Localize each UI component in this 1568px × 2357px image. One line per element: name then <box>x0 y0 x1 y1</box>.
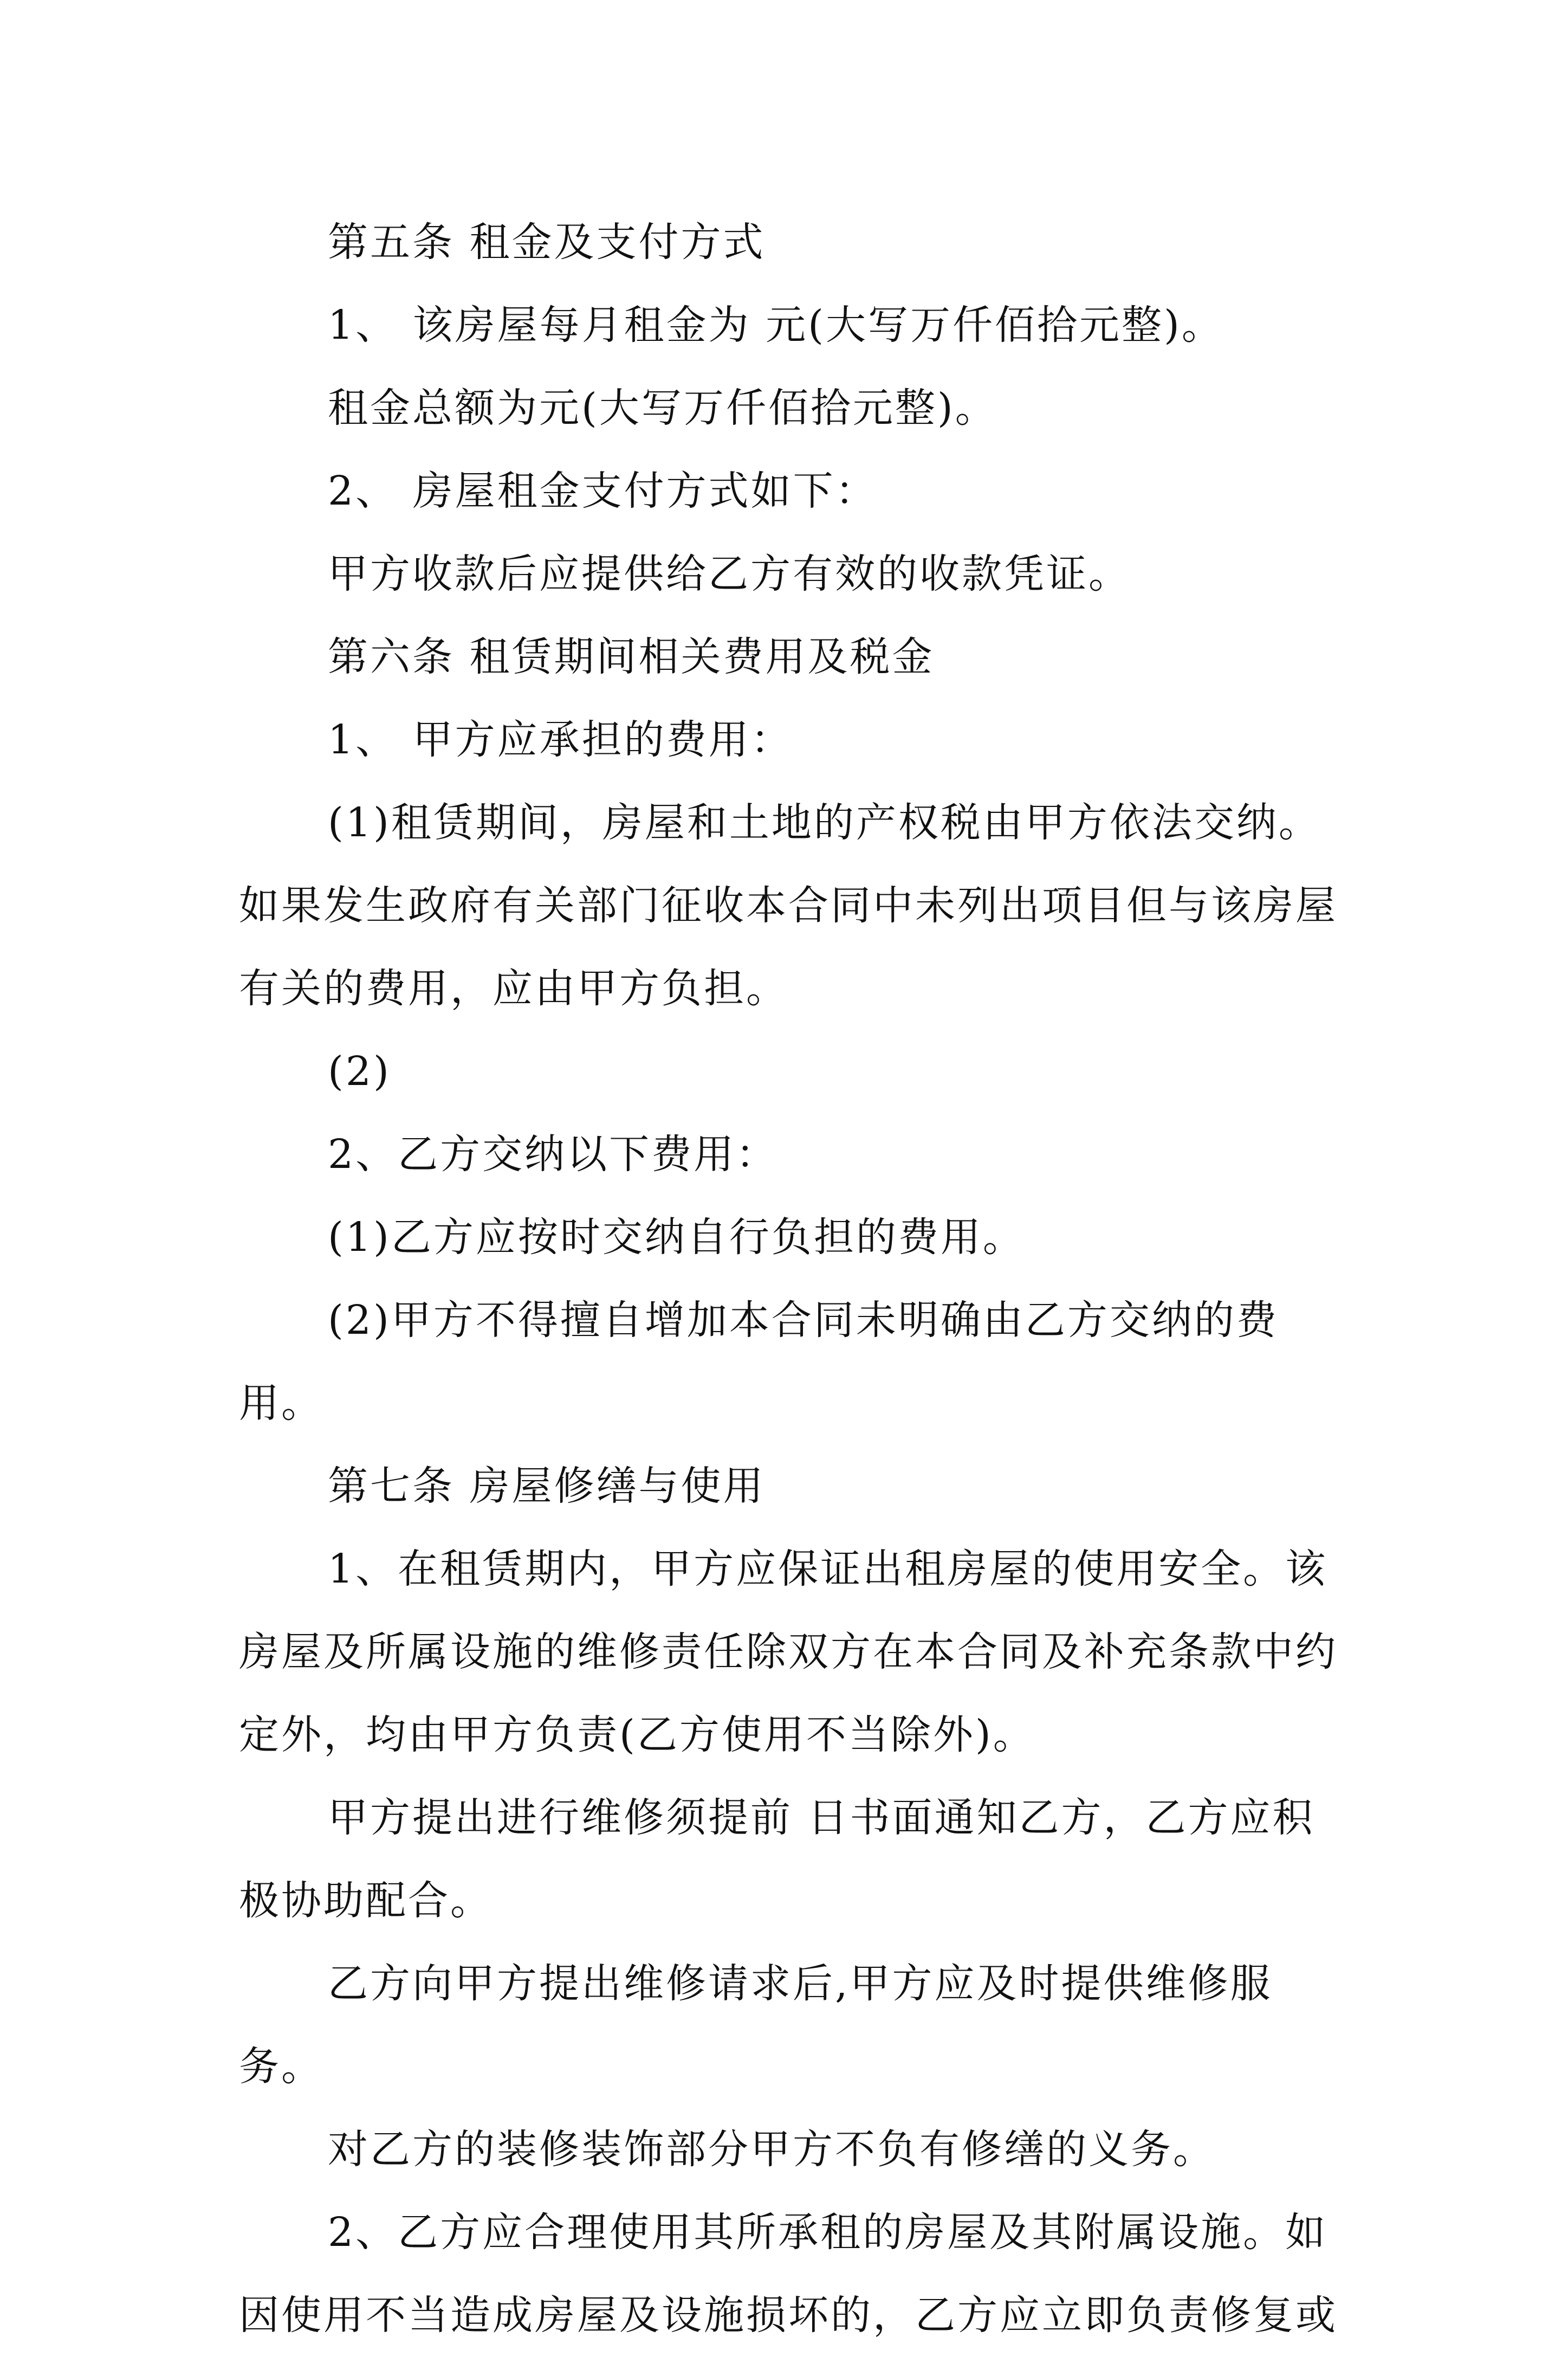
article-5-receipt: 甲方收款后应提供给乙方有效的收款凭证。 <box>328 551 1131 597</box>
article-7-decoration: 对乙方的装修装饰部分甲方不负有修缮的义务。 <box>328 2126 1215 2173</box>
article-6-clause-1: 1、 甲方应承担的费用： <box>328 716 793 763</box>
article-6-clause-2-item-2: (2)甲方不得擅自增加本合同未明确由乙方交纳的费用。 <box>239 1297 1279 1426</box>
article-5-clause-2: 2、 房屋租金支付方式如下： <box>328 468 878 514</box>
article-7-clause-1: 1、在租赁期内，甲方应保证出租房屋的使用安全。该房屋及所属设施的维修责任除双方在本合同及补充条款中约定外，均由甲方负责(乙方使用不当除外)。 <box>239 1546 1338 1758</box>
article-6-clause-2: 2、乙方交纳以下费用： <box>328 1131 779 1178</box>
article-6-clause-2-item-1: (1)乙方应按时交纳自行负担的费用。 <box>328 1214 1025 1261</box>
document-body <box>239 201 1344 2357</box>
article-6-clause-1-item-2: (2) <box>328 1048 391 1095</box>
article-7-repair-request: 乙方向甲方提出维修请求后,甲方应及时提供维修服务。 <box>239 1960 1273 2090</box>
article-5-heading: 第五条 租金及支付方式 <box>328 219 766 266</box>
article-6-clause-1-item-1: (1)租赁期间，房屋和土地的产权税由甲方依法交纳。如果发生政府有关部门征收本合同中未列出项目但与该房屋有关的费用，应由甲方负担。 <box>239 799 1338 1012</box>
article-7-clause-2: 2、乙方应合理使用其所承租的房屋及其附属设施。如因使用不当造成房屋及设施损坏的，乙方应立即负责修复或 <box>239 2209 1338 2339</box>
article-6-heading: 第六条 租赁期间相关费用及税金 <box>328 634 935 680</box>
article-5-clause-1: 1、 该房屋每月租金为 元(大写万仟佰拾元整)。 <box>328 302 1224 348</box>
article-5-total-rent: 租金总额为元(大写万仟佰拾元整)。 <box>328 385 997 431</box>
article-7-repair-notice: 甲方提出进行维修须提前 日书面通知乙方，乙方应积极协助配合。 <box>239 1794 1315 1924</box>
article-7-heading: 第七条 房屋修缮与使用 <box>328 1463 766 1509</box>
